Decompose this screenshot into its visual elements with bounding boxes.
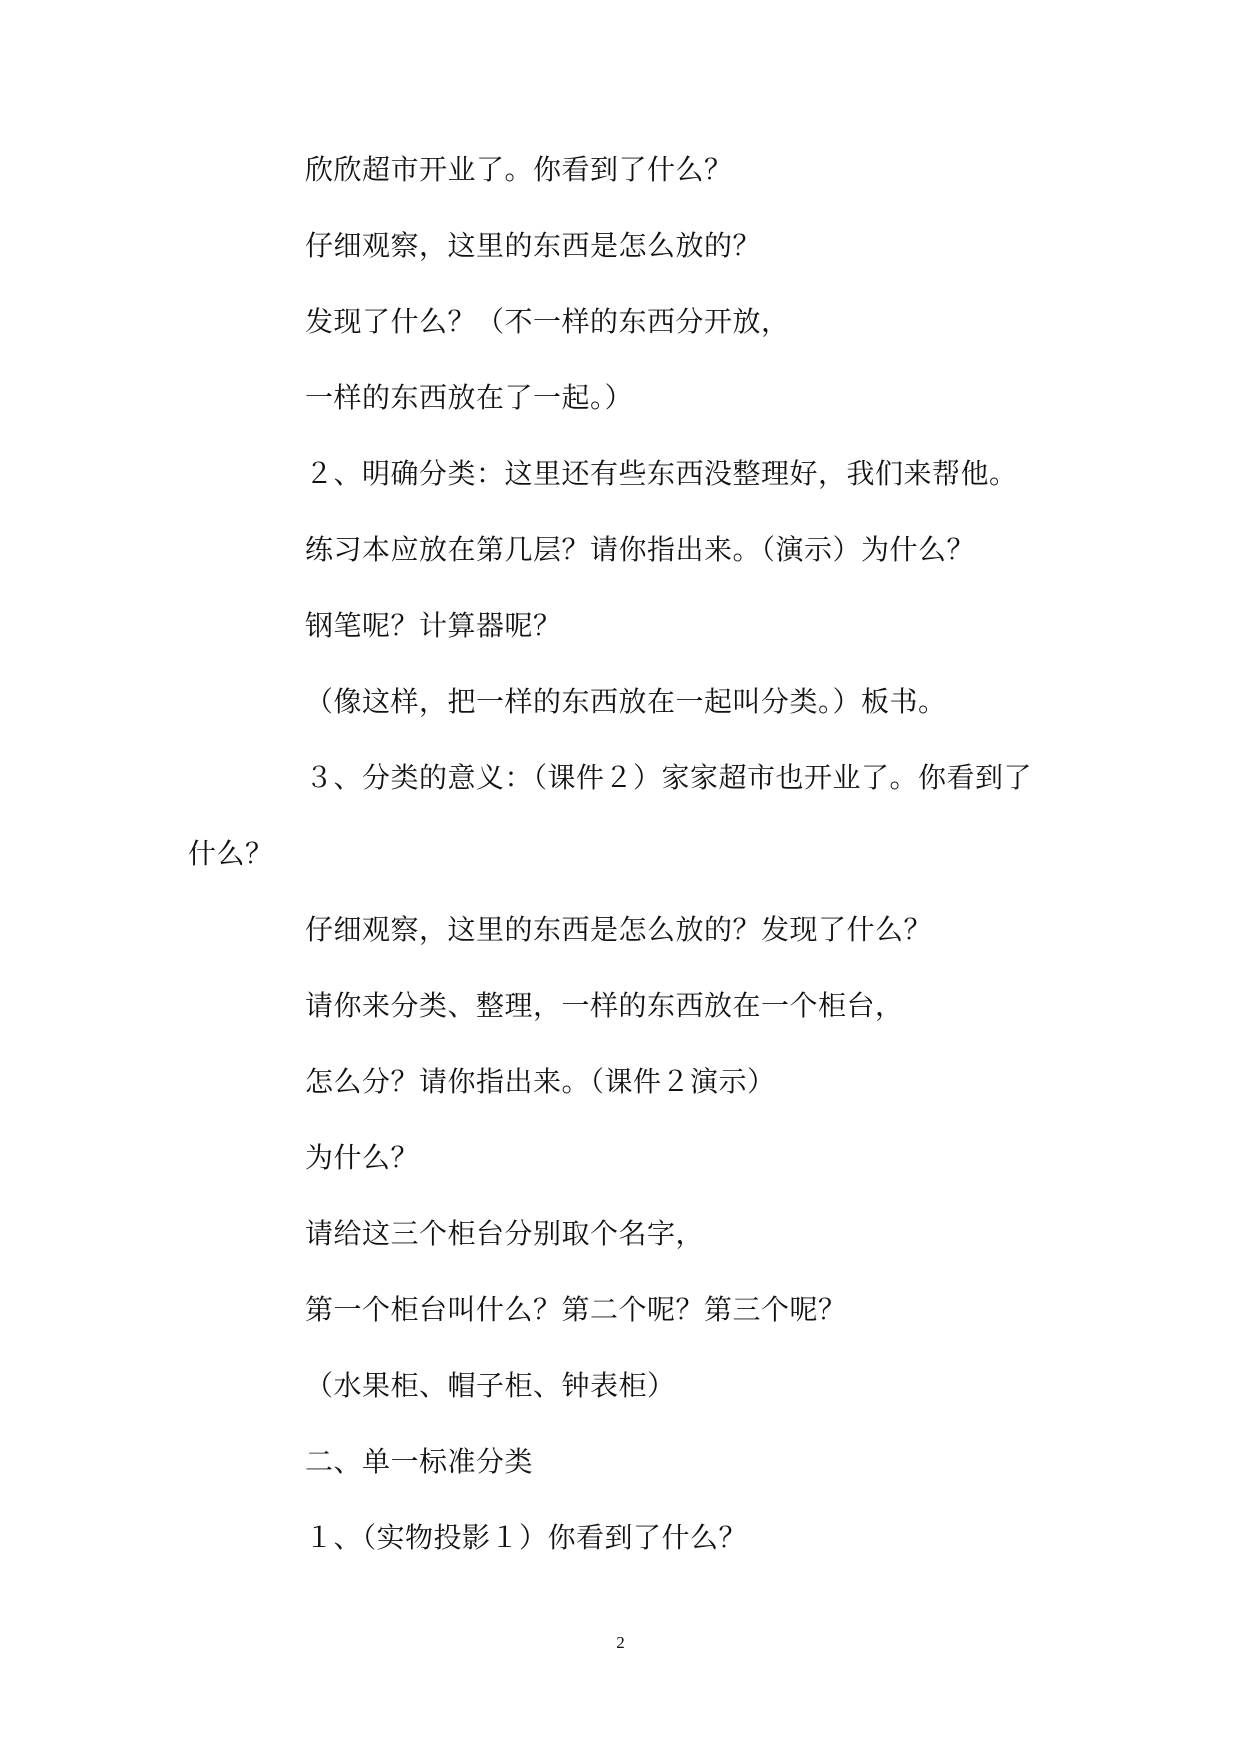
- text-line: 欣欣超市开业了。你看到了什么？: [305, 153, 733, 186]
- text-line: 发现了什么？（不一样的东西分开放，: [305, 305, 790, 338]
- text-line: 为什么？: [305, 1141, 420, 1174]
- text-line: ３、分类的意义：（课件２）家家超市也开业了。你看到了: [305, 761, 1033, 794]
- text-line: （像这样，把一样的东西放在一起叫分类。）板书。: [305, 685, 947, 718]
- text-line: 练习本应放在第几层？请你指出来。（演示）为什么？: [305, 533, 976, 566]
- text-line: 仔细观察，这里的东西是怎么放的？: [305, 229, 762, 262]
- text-line: 仔细观察，这里的东西是怎么放的？发现了什么？: [305, 913, 933, 946]
- text-line: ２、明确分类：这里还有些东西没整理好，我们来帮他。: [305, 457, 1018, 490]
- text-line: 请你来分类、整理，一样的东西放在一个柜台，: [305, 989, 904, 1022]
- text-line: 怎么分？请你指出来。（课件２演示）: [305, 1065, 776, 1098]
- text-line: （水果柜、帽子柜、钟表柜）: [305, 1369, 676, 1402]
- text-line: 第一个柜台叫什么？第二个呢？第三个呢？: [305, 1293, 847, 1326]
- text-line: 钢笔呢？计算器呢？: [305, 609, 562, 642]
- text-line: 请给这三个柜台分别取个名字，: [305, 1217, 705, 1250]
- text-line: １、（实物投影１）你看到了什么？: [305, 1521, 748, 1554]
- text-line: 一样的东西放在了一起。）: [305, 381, 634, 414]
- page-number: 2: [616, 1633, 625, 1652]
- text-line: 什么？: [188, 837, 274, 870]
- text-line: 二、单一标准分类: [305, 1445, 534, 1478]
